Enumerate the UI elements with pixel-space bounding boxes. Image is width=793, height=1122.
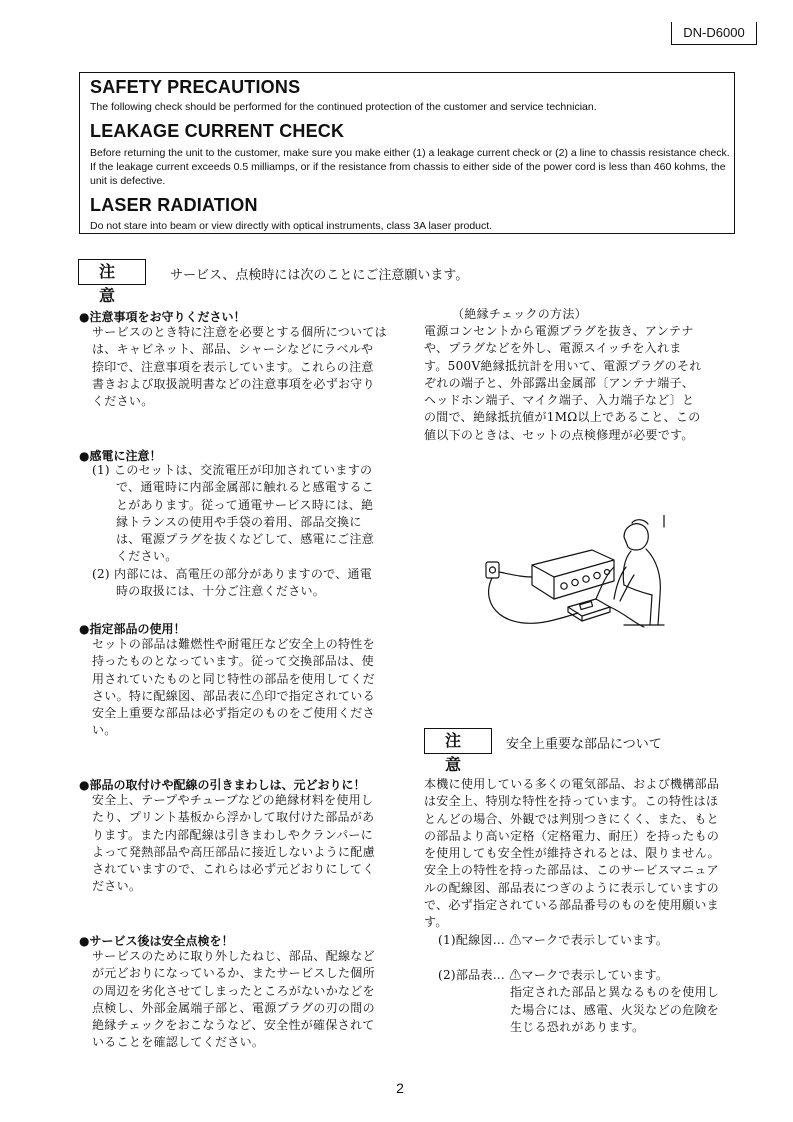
section-heading: ●指定部品の使用！ [79, 622, 186, 636]
insulation-check-body: 電源コンセントから電源プラグを抜き、アンテナ や、プラグなどを外し、電源スイッチを入れま す。500V絶縁抵抗計を用いて、電源プラグのそれ ぞれの端子と、外部露出金属部〔アンテナ端子、 ヘッドホン端子、マイク端子、入力端子など〕と の間で、絶縁抵抗値が1MΩ以上であること、この 値以下のときは、セットの点検修理が必要です。 [424, 324, 702, 442]
section-heading: ●サービス後は安全点検を！ [79, 934, 234, 948]
section-body: (1) このセットは、交流電圧が印加されていますの で、通電時に内部金属部に触れると感電するこ とがあります。従って通電サービス時には、絶 縁トランスの使用や手袋の着用、部品交換に は、電源プラグを抜くなどして、感電にご注意 ください。 (2) 内部には、高電圧の部分がありますので、通電 時の取扱には、十分ご注意ください。 [92, 463, 375, 599]
parts-list-note: (2)部品表… ⚠マークで表示しています。 指定された部品と異なるものを使用し た場合には、感電、火災などの危険を 生じる恐れがあります。 [438, 968, 720, 1034]
amplifier-unit [532, 550, 614, 599]
caution-box: 注 意 [78, 259, 146, 285]
caution-title: 安全上重要な部品について [506, 737, 662, 752]
safety-title: SAFETY PRECAUTIONS [90, 77, 301, 97]
wiring-diagram-note: (1)配線図… ⚠マークで表示しています。 [438, 933, 669, 947]
leakage-text: Before returning the unit to the customer, make sure you make either (1) a leakage current check or (2) a line to chassis resistance check. If the leakage current exceeds 0.5 milliamps, or if the resistance from chassis to either side of the power cord is less than 460 kohms, the unit is defective. [90, 147, 730, 187]
section-body: 安全上、テープやチューブなどの絶縁材料を使用し たり、プリント基板から浮かして取付けた部品があ ります。また内部配線は引きまわしやクランパーに よって発熱部品や高圧部品に接近しないように配慮 されていますので、これらは必ず元どおりにしてく ださい。 [92, 793, 375, 894]
safety-precautions-box [79, 72, 735, 234]
insulation-tester [568, 599, 610, 621]
section-body: サービスのとき特に注意を必要とする個所については は、キャビネット、部品、シャーシなどにラベルや 捺印で、注意事項を表示しています。これらの注意 書きおよび取扱説明書などの注意事項を必ずお守り ください。 [92, 325, 387, 409]
section-body: サービスのために取り外したねじ、部品、配線など が元どおりになっているか、またサービスした個所 の周辺を劣化させてしまったところがないかなどを 点検し、外部金属端子部と、電源プラグの刃の間の 絶縁チェックをおこなうなど、安全性が確保されて いることを確認してください。 [92, 949, 375, 1050]
section-body: セットの部品は難燃性や耐電圧など安全上の特性を 持ったものとなっています。従って交換部品は、使 用されていたものと同じ特性の部品を使用してくだ さい。特に配線図、部品表に⚠印で指定されている 安全上重要な部品は必ず指定のものをご使用くださ い。 [92, 637, 375, 738]
wall-outlet [486, 562, 499, 578]
insulation-check-illustration [474, 515, 674, 655]
laser-title: LASER RADIATION [90, 195, 258, 215]
model-number: DN-D6000 [671, 22, 757, 45]
section-heading: ●部品の取付けや配線の引きまわしは、元どおりに！ [79, 778, 366, 792]
leakage-title: LEAKAGE CURRENT CHECK [90, 121, 345, 141]
safety-intro: The following check should be performed for the continued protection of the customer and service technician. [90, 101, 597, 113]
laser-text: Do not stare into beam or view directly with optical instruments, class 3A laser product. [90, 220, 493, 232]
caution-title: サービス、点検時には次のことにご注意願います。 [170, 268, 469, 283]
page-number: 2 [396, 1080, 404, 1096]
important-parts-body: 本機に使用している多くの電気部品、および機構部品 は安全上、特別な特性を持っています。この特性はほ とんどの場合、外観では判別つきにくく、また、もと の部品より高い定格（定格電力、耐圧）を持ったもの を使用しても安全性が維持されるとは、限りません。 安全上の特性を持った部品は、このサービスマニュア ルの配線図、部品表につぎのように表示していますの で、必ず指定されている部品番号のものを使用願いま す。 [424, 777, 720, 930]
insulation-check-heading: （絶縁チェックの方法） [452, 307, 587, 321]
section-heading: ●感電に注意！ [79, 449, 162, 463]
technician-figure [614, 520, 664, 625]
caution-box: 注 意 [424, 728, 492, 754]
section-heading: ●注意事項をお守りください！ [79, 310, 246, 324]
